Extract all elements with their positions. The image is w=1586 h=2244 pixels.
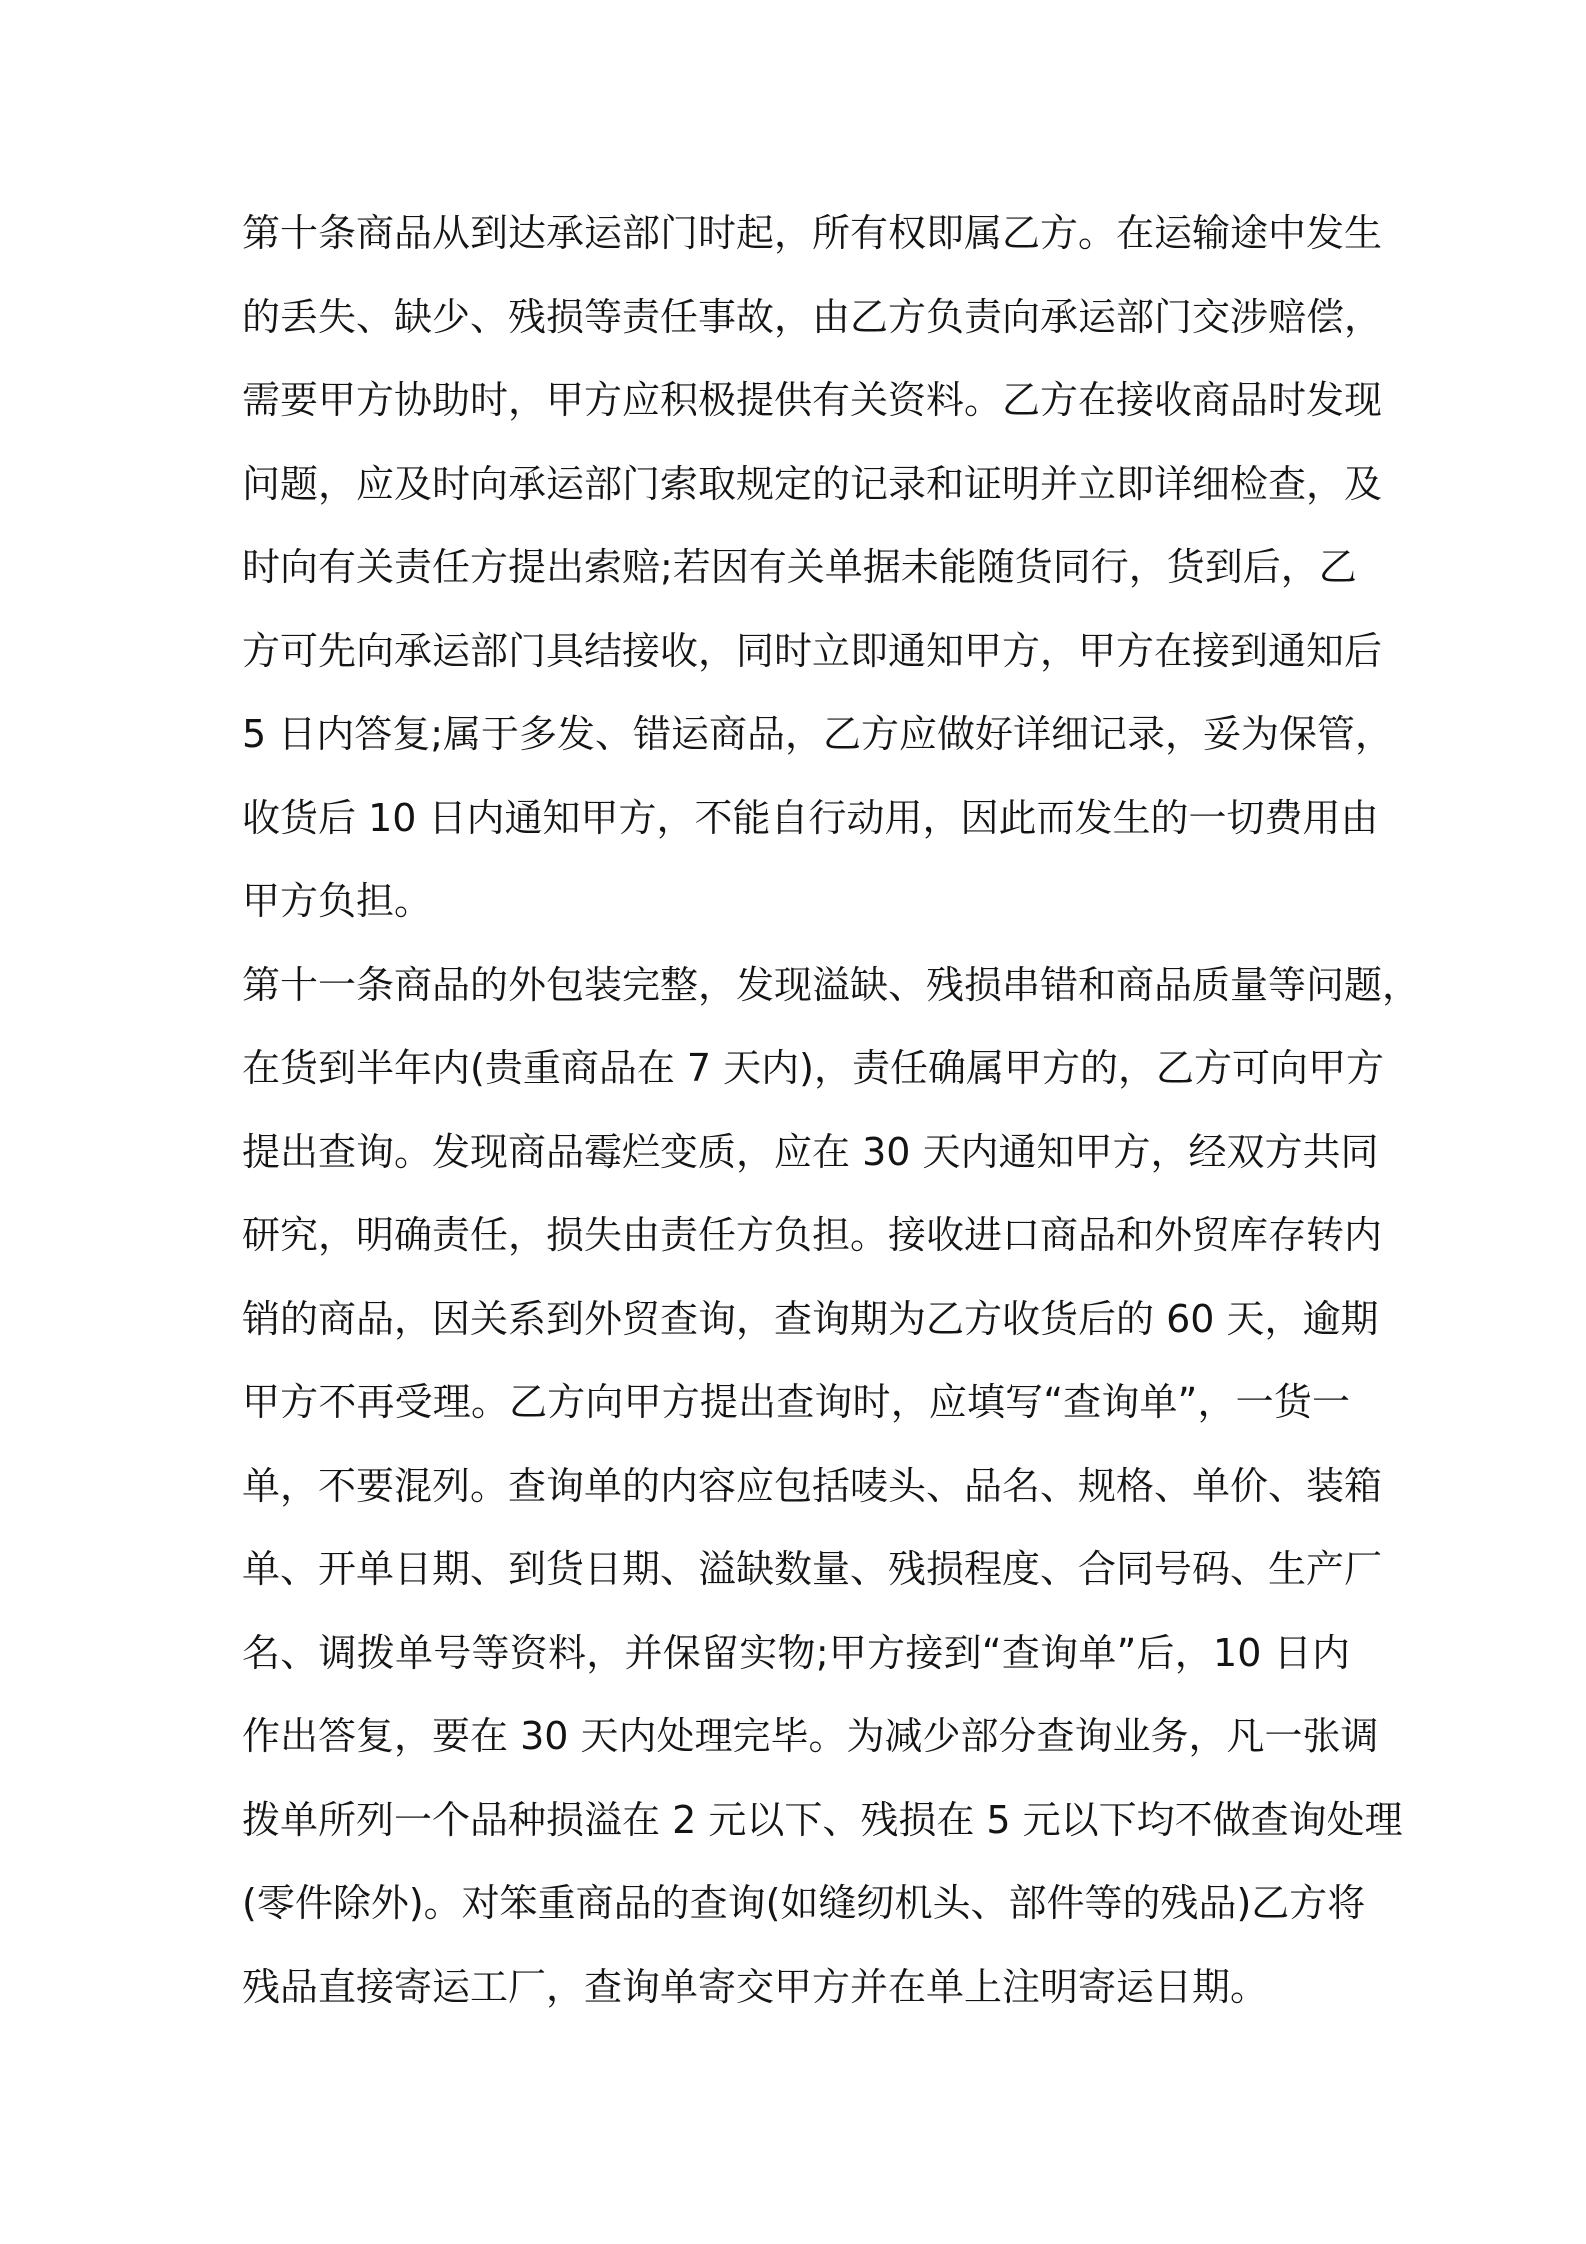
text-line: 单、开单日期、到货日期、溢缺数量、残损程度、合同号码、生产厂 bbox=[242, 1547, 1383, 1591]
text-line: 在货到半年内(贵重商品在 7 天内)，责任确属甲方的，乙方可向甲方 bbox=[242, 1046, 1384, 1090]
text-line: (零件除外)。对笨重商品的查询(如缝纫机头、部件等的残品)乙方将 bbox=[242, 1881, 1366, 1925]
text-line: 的丢失、缺少、残损等责任事故，由乙方负责向承运部门交涉赔偿， bbox=[242, 294, 1383, 339]
text-line: 拨单所列一个品种损溢在 2 元以下、残损在 5 元以下均不做查询处理 bbox=[242, 1797, 1403, 1842]
text-line: 5 日内答复;属于多发、错运商品，乙方应做好详细记录，妥为保管， bbox=[242, 712, 1394, 756]
text-line: 提出查询。发现商品霉烂变质，应在 30 天内通知甲方，经双方共同 bbox=[242, 1129, 1379, 1174]
text-line: 研究，明确责任，损失由责任方负担。接收进口商品和外贸库存转内 bbox=[242, 1213, 1383, 1257]
text-line: 时向有关责任方提出索赔;若因有关单据未能随货同行，货到后，乙 bbox=[242, 545, 1357, 589]
text-line: 第十一条商品的外包装完整，发现溢缺、残损串错和商品质量等问题， bbox=[242, 962, 1421, 1007]
text-line: 销的商品，因关系到外贸查询，查询期为乙方收货后的 60 天，逾期 bbox=[242, 1296, 1379, 1341]
article-11-paragraph bbox=[242, 944, 1421, 2030]
text-line: 残品直接寄运工厂，查询单寄交甲方并在单上注明寄运日期。 bbox=[242, 1964, 1269, 2009]
text-line: 需要甲方协助时，甲方应积极提供有关资料。乙方在接收商品时发现 bbox=[242, 378, 1383, 422]
text-line: 单，不要混列。查询单的内容应包括唛头、品名、规格、单价、装箱 bbox=[242, 1463, 1383, 1508]
document-body bbox=[242, 192, 1421, 2029]
text-line: 作出答复，要在 30 天内处理完毕。为减少部分查询业务，凡一张调 bbox=[242, 1714, 1379, 1758]
text-line: 甲方负担。 bbox=[242, 879, 433, 923]
text-line: 收货后 10 日内通知甲方，不能自行动用，因此而发生的一切费用由 bbox=[242, 795, 1379, 840]
text-line: 方可先向承运部门具结接收，同时立即通知甲方，甲方在接到通知后 bbox=[242, 628, 1383, 673]
article-10-paragraph bbox=[242, 192, 1394, 944]
text-line: 第十条商品从到达承运部门时起，所有权即属乙方。在运输途中发生 bbox=[242, 211, 1383, 255]
text-line: 问题，应及时向承运部门索取规定的记录和证明并立即详细检查，及 bbox=[242, 461, 1383, 506]
text-line: 甲方不再受理。乙方向甲方提出查询时，应填写“查询单”，一货一 bbox=[242, 1380, 1350, 1424]
text-line: 名、调拨单号等资料，并保留实物;甲方接到“查询单”后，10 日内 bbox=[242, 1630, 1350, 1675]
